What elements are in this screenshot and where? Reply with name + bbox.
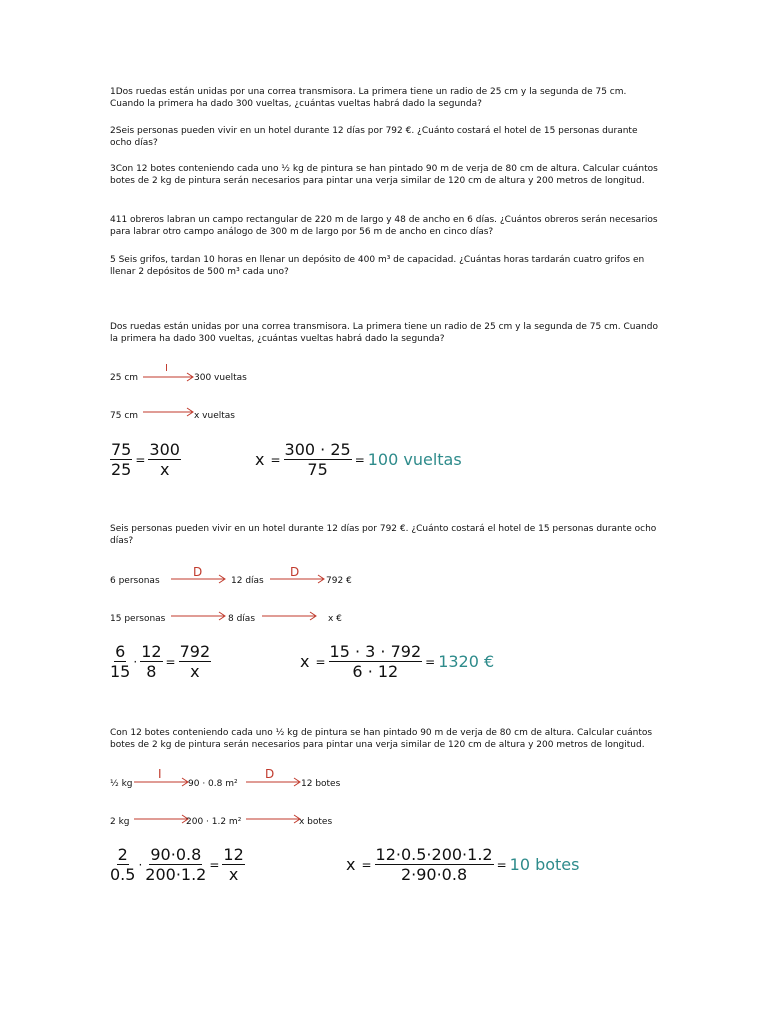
s2-result: 1320 € <box>438 652 495 671</box>
equals-sign: = <box>209 857 220 872</box>
s1-row2-radius: 75 cm <box>110 411 139 421</box>
s3-arrow-4 <box>246 812 302 826</box>
s3-row1-area: 90 · 0.8 m² <box>188 779 238 789</box>
s3-row2-area: 200 · 1.2 m² <box>186 817 242 827</box>
s3-tag-direct: D <box>265 767 275 781</box>
s3-p-den1: 0.5 <box>110 865 136 884</box>
s2-proportion <box>110 642 211 681</box>
s2-p-den3: x <box>190 662 200 681</box>
s1-proportion <box>110 440 181 479</box>
solution-3-statement: Con 12 botes conteniendo cada uno ½ kg de pintura se han pintado 90 m de verja de 80 cm de altura. Calcular cuántos botes de 2 kg de pintura serán necesarios para pintar una verja similar de 120 cm de altura y 200 metros de longitud. <box>110 728 653 750</box>
s3-p-num1: 2 <box>117 845 128 864</box>
s3-x-num: 12·0.5·200·1.2 <box>375 845 493 864</box>
s2-tag-direct-1: D <box>193 565 203 579</box>
s3-arrow-3 <box>134 812 190 826</box>
equals-sign: = <box>361 857 372 872</box>
s3-x-den: 2·90·0.8 <box>400 865 468 884</box>
s2-tag-direct-2: D <box>290 565 300 579</box>
s2-p-den1: 15 <box>110 662 131 681</box>
s3-row2-cans: x botes <box>299 817 333 827</box>
s3-solution <box>343 845 579 884</box>
equals-sign: = <box>496 857 507 872</box>
equals-sign: = <box>425 654 436 669</box>
s2-row2-people: 15 personas <box>110 614 166 624</box>
s2-solution <box>297 642 494 681</box>
s1-tag-inverse: I <box>165 363 168 374</box>
s2-arrow-3 <box>171 609 227 623</box>
problem-4: 411 obreros labran un campo rectangular de 220 m de largo y 48 de ancho en 6 días. ¿Cuántos obreros serán necesarios para labrar otro campo análogo de 300 m de largo por 56 m de ancho en cinco días? <box>110 215 658 237</box>
s2-arrow-2 <box>270 572 326 586</box>
problem-1: 1Dos ruedas están unidas por una correa transmisora. La primera tiene un radio de 25 cm y la segunda de 75 cm. Cuando la primera ha dado 300 vueltas, ¿cuántas vueltas habrá dado la segunda? <box>110 87 627 109</box>
s3-x: x <box>346 855 356 874</box>
s2-arrow-1 <box>171 572 227 586</box>
s2-row2-days: 8 días <box>228 614 256 624</box>
problem-3: 3Con 12 botes conteniendo cada uno ½ kg de pintura se han pintado 90 m de verja de 80 cm de altura. Calcular cuántos botes de 2 kg de pintura serán necesarios para pintar una verja similar de 120 cm de altura y 200 metros de longitud. <box>110 164 658 186</box>
s2-row2-cost: x € <box>328 614 342 624</box>
s2-x-num: 15 · 3 · 792 <box>329 642 422 661</box>
s1-arrow-2 <box>143 405 195 419</box>
problem-2: 2Seis personas pueden vivir en un hotel durante 12 días por 792 €. ¿Cuánto costará el hotel de 15 personas durante ocho días? <box>110 126 638 148</box>
s2-row1-people: 6 personas <box>110 576 160 586</box>
s1-x-den: 75 <box>307 460 328 479</box>
s3-result: 10 botes <box>509 855 580 874</box>
s3-row2-kg: 2 kg <box>110 817 130 827</box>
s1-x: x <box>255 450 265 469</box>
equals-sign: = <box>354 452 365 467</box>
s1-row1-turns: 300 vueltas <box>194 373 247 383</box>
s2-p-num1: 6 <box>115 642 126 661</box>
s2-arrow-4 <box>262 609 318 623</box>
problem-5: 5 Seis grifos, tardan 10 horas en llenar un depósito de 400 m³ de capacidad. ¿Cuántas horas tardarán cuatro grifos en llenar 2 depósitos de 500 m³ cada uno? <box>110 255 645 277</box>
s3-arrow-1 <box>134 775 190 789</box>
dot-sign: · <box>133 654 138 669</box>
s2-p-num2: 12 <box>141 642 162 661</box>
s2-x: x <box>300 652 310 671</box>
s3-tag-inverse: I <box>158 767 162 781</box>
s2-x-den: 6 · 12 <box>352 662 399 681</box>
s3-p-den3: x <box>228 865 239 884</box>
s3-p-num2: 90·0.8 <box>150 845 202 864</box>
s2-p-den2: 8 <box>146 662 157 681</box>
s1-p-num2: 300 <box>149 440 180 459</box>
solution-2-statement: Seis personas pueden vivir en un hotel durante 12 días por 792 €. ¿Cuánto costará el hotel de 15 personas durante ocho días? <box>110 524 657 546</box>
equals-sign: = <box>135 452 146 467</box>
s2-row1-cost: 792 € <box>326 576 352 586</box>
s2-row1-days: 12 días <box>231 576 264 586</box>
s1-row1-radius: 25 cm <box>110 373 139 383</box>
s1-solution <box>252 440 462 479</box>
dot-sign: · <box>138 857 143 872</box>
s2-p-num3: 792 <box>179 642 211 661</box>
s3-row1-cans: 12 botes <box>301 779 341 789</box>
s1-row2-turns: x vueltas <box>194 411 235 421</box>
solution-1-statement: Dos ruedas están unidas por una correa transmisora. La primera tiene un radio de 25 cm y la segunda de 75 cm. Cuando la primera ha dado 300 vueltas, ¿cuántas vueltas habrá dado la segunda? <box>110 322 658 344</box>
s1-result: 100 vueltas <box>367 450 462 469</box>
s3-proportion <box>110 845 245 884</box>
s1-p-den1: 25 <box>111 460 132 479</box>
s1-p-den2: x <box>159 460 170 479</box>
s3-row1-kg: ½ kg <box>110 779 133 789</box>
s1-x-num: 300 · 25 <box>284 440 351 459</box>
s3-p-num3: 12 <box>223 845 244 864</box>
s1-p-num1: 75 <box>111 440 132 459</box>
s1-arrow-1 <box>143 370 195 384</box>
equals-sign: = <box>270 452 281 467</box>
s3-arrow-2 <box>246 775 302 789</box>
equals-sign: = <box>165 654 176 669</box>
equals-sign: = <box>315 654 326 669</box>
s3-p-den2: 200·1.2 <box>145 865 207 884</box>
